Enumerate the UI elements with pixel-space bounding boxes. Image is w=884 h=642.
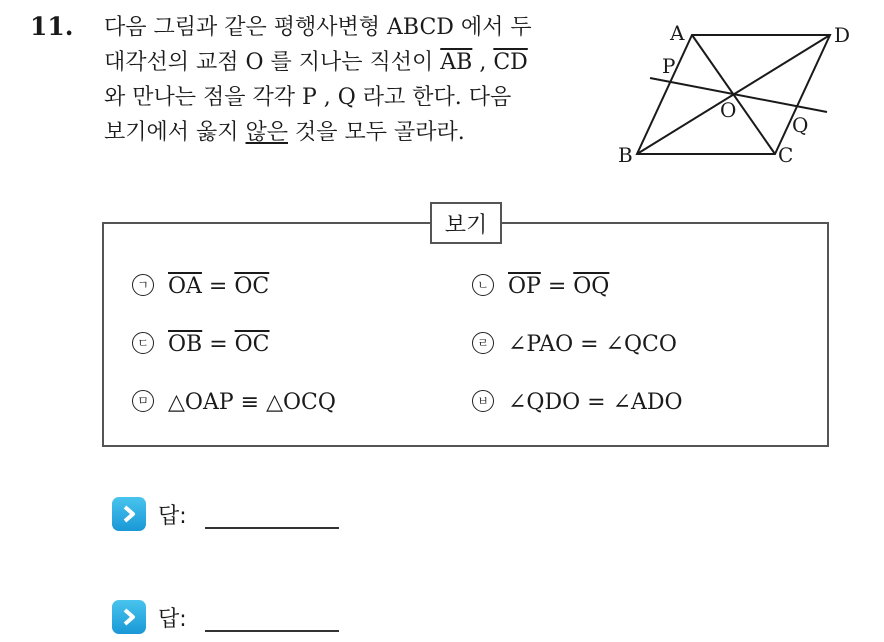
answer-row-2 <box>112 600 339 634</box>
chevron-right-icon <box>112 600 146 634</box>
question-line-1: 다음 그림과 같은 평행사변형 ABCD 에서 두 <box>104 15 532 40</box>
choice-2-op: = <box>540 274 574 299</box>
question-line-3: 와 만나는 점을 각각 P , Q 라고 한다. 다음 <box>104 85 512 110</box>
answer-blank[interactable] <box>205 630 339 632</box>
answer-label: 답: <box>158 503 187 529</box>
choice-1-rhs: $\overline{OC}$ <box>234 274 270 299</box>
circled-marker: ㄱ <box>132 274 154 296</box>
underlined-word: 않은 <box>245 120 289 145</box>
choice-4 <box>472 332 677 357</box>
label-o: O <box>720 98 737 122</box>
parallelogram-figure <box>600 14 850 169</box>
question-line-4 <box>104 120 465 145</box>
choice-3-rhs: $\overline{OC}$ <box>234 332 270 357</box>
question-text <box>104 10 594 150</box>
circled-marker: ㅁ <box>132 390 154 412</box>
question-line-2-text: 대각선의 교점 O 를 지나는 직선이 <box>104 50 441 75</box>
choice-2-lhs: $\overline{OP}$ <box>508 274 541 299</box>
question-line-4-end: 것을 모두 골라라. <box>288 120 465 145</box>
choice-2-rhs: $\overline{OQ}$ <box>573 274 610 299</box>
label-b: B <box>618 143 633 167</box>
choice-3-lhs: $\overline{OB}$ <box>168 332 203 357</box>
choice-3-op: = <box>202 332 235 357</box>
circled-marker: ㅂ <box>472 390 494 412</box>
comma-separator: , <box>472 50 494 75</box>
choice-4-text: ∠PAO = ∠QCO <box>508 332 677 357</box>
segment-cd: $\overline{CD}$ <box>493 50 528 75</box>
question-number: 11. <box>30 12 74 41</box>
chevron-right-icon <box>112 497 146 531</box>
answer-label: 답: <box>158 606 187 632</box>
circled-marker: ㄷ <box>132 332 154 354</box>
choice-6 <box>472 390 683 415</box>
answer-row-1 <box>112 497 339 531</box>
choice-6-text: ∠QDO = ∠ADO <box>508 390 683 415</box>
choice-2 <box>472 274 609 299</box>
label-p: P <box>662 54 676 78</box>
label-d: D <box>834 23 850 47</box>
choice-1 <box>132 274 269 299</box>
circled-marker: ㄴ <box>472 274 494 296</box>
choice-5 <box>132 390 336 415</box>
choice-1-lhs: $\overline{OA}$ <box>168 274 202 299</box>
label-a: A <box>670 21 685 45</box>
label-q: Q <box>792 113 809 137</box>
example-box-title: 보기 <box>430 202 502 244</box>
question-line-2 <box>104 50 528 75</box>
choice-3 <box>132 332 270 357</box>
circled-marker: ㄹ <box>472 332 494 354</box>
question-line-4-text: 보기에서 옳지 <box>104 120 246 145</box>
choice-1-op: = <box>201 274 235 299</box>
label-c: C <box>778 143 794 167</box>
answer-blank[interactable] <box>205 527 339 529</box>
choice-5-text: △OAP ≡ △OCQ <box>168 390 336 415</box>
line-pq <box>650 78 827 112</box>
segment-ab: $\overline{AB}$ <box>440 50 473 75</box>
